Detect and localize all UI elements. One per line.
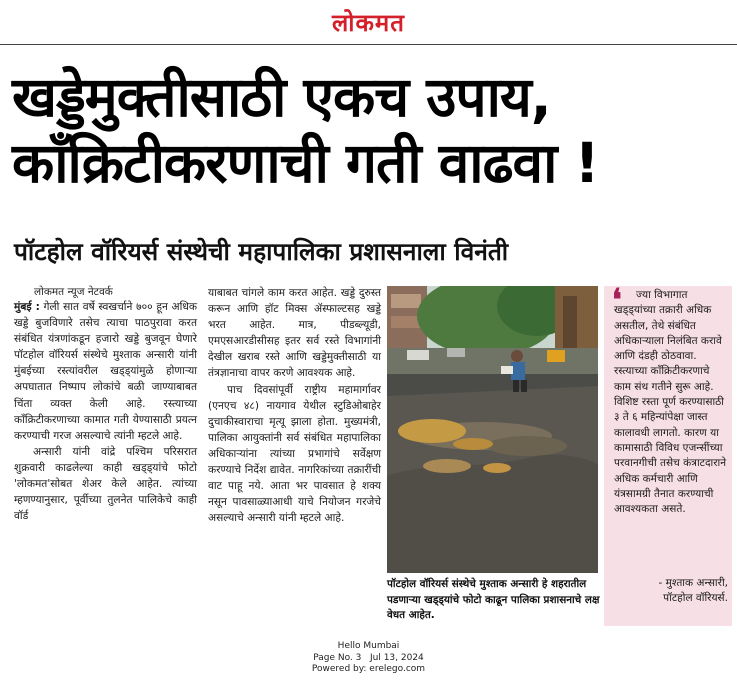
headline-line-1: खड्डेमुक्तीसाठी एकच उपाय, [12,65,551,129]
quote-box [604,283,732,626]
subheadline: पॉटहोल वॉरियर्स संस्थेची महापालिका प्रशासनाला विनंती [14,237,509,266]
quote-paragraph: ज्या विभागात खड्ड्यांच्या तक्रारी अधिक असतील, तेथे संबंधित अधिकाऱ्याला निलंबित करावे आणि दंडही ठोठवावा. रस्त्याच्या काँक्रिटीकरणाचे काम संथ गतीने सुरू आहे. विशिष्ट रस्ता पूर्ण करण्यासाठी ३ ते ६ महिन्यांपेक्षा जास्त कालावधी लागतो. कारण या कामासाठी विविध एजन्सींच्या परवानगीची तसेच कंत्राटदाराने अधिक कर्मचारी आणि यंत्रसामग्री तैनात करण्याची आवश्यकता असते. [614,289,727,516]
quote-attribution [604,576,728,607]
attribution-name: - मुश्ताक अन्सारी, [658,577,728,589]
footer-page: Page No. 3 [313,652,362,663]
news-photo [387,286,598,573]
headline-line-2: काँक्रिटीकरणाची गती वाढवा ! [12,131,599,195]
dateline: मुंबई : [14,301,40,313]
paragraph: पाच दिवसांपूर्वी राष्ट्रीय महामार्गावर (एनएच ४८) नायगाव येथील स्टुडिओबाहेर दुचाकीस्वाराचा मृत्यू झाला होता. मुख्यमंत्री, पालिका आयुक्तांनी सर्व संबंधित महापालिका अधिकाऱ्यांना त्यांच्या प्रभागांचे सर्वेक्षण करण्याचे निर्देश द्यावेत. नागरिकांच्या तक्रारींची वाट पाहू नये. आता भर पावसात हे शक्य नसून पावसाळ्याआधी याचे नियोजन गरजेचे असल्याचे अन्सारी यांनी म्हटले आहे. [208,383,381,525]
paragraph: याबाबत चांगले काम करत आहेत. खड्डे दुरुस्त करून आणि हॉट मिक्स ॲस्फाल्टसह खड्डे भरत आहेत. मात्र, पीडब्ल्यूडी, एमएसआरडीसीसह इतर सर्व रस्ते विभागांनी देखील खराब रस्ते आणि खड्डेमुक्तीसाठी या तंत्रज्ञानाचा वापर करणे आवश्यक आहे. [208,287,381,380]
attribution-org: पॉटहोल वॉरियर्स. [663,592,728,605]
masthead [0,0,737,44]
paragraph [14,299,197,444]
footer-page-info [0,653,737,665]
masthead-divider [0,44,737,45]
footer-powered-by: Powered by: erelego.com [311,664,426,674]
headline [12,64,727,196]
article-column-2 [208,285,381,526]
article-column-1 [14,299,197,524]
photo-caption: पॉटहोल वॉरियर्स संस्थेचे मुश्ताक अन्सारी हे शहरातील पडणाऱ्या खड्ड्यांचे फोटो काढून पालिका प्रशासनाचे लक्ष वेधत आहेत. [387,578,600,621]
page-footer [0,641,737,676]
footer-date: Jul 13, 2024 [369,652,424,663]
footer-edition: Hello Mumbai [337,641,400,651]
paragraph-text: गेली सात वर्षे स्वखर्चाने ७०० हून अधिक खड्डे बुजविणारे तसेच त्याचा पाठपुरावा करत संबंधित यंत्रणांकडून हजारो खड्डे बुजवून घेणारे पॉटहोल वॉरियर्स संस्थेचे मुश्ताक अन्सारी यांनी मुंबईच्या रस्त्यांवरील खड्ड्यांमुळे होणाऱ्या अपघातात निष्पाप लोकांचे बळी जाण्याबाबत चिंता व्यक्त केली आहे. रस्त्याच्या काँक्रिटीकरणाच्या कामात गती येण्यासाठी प्रयत्न करण्याची गरज असल्याचे त्यांनी म्हटले आहे. [14,301,197,442]
byline: लोकमत न्यूज नेटवर्क [34,286,113,298]
paragraph: अन्सारी यांनी वांद्रे पश्चिम परिसरात शुक्रवारी काढलेल्या काही खड्ड्यांचे फोटो 'लोकमत'सोबत शेअर केले आहेत. त्यांच्या म्हणण्यानुसार, पूर्वीच्या तुलनेत पालिकेचे काही वॉर्ड [14,445,197,523]
quote-text [612,283,728,517]
lokmat-logo: लोकमत [332,8,405,37]
quote-mark-icon: ❛ [612,283,622,318]
